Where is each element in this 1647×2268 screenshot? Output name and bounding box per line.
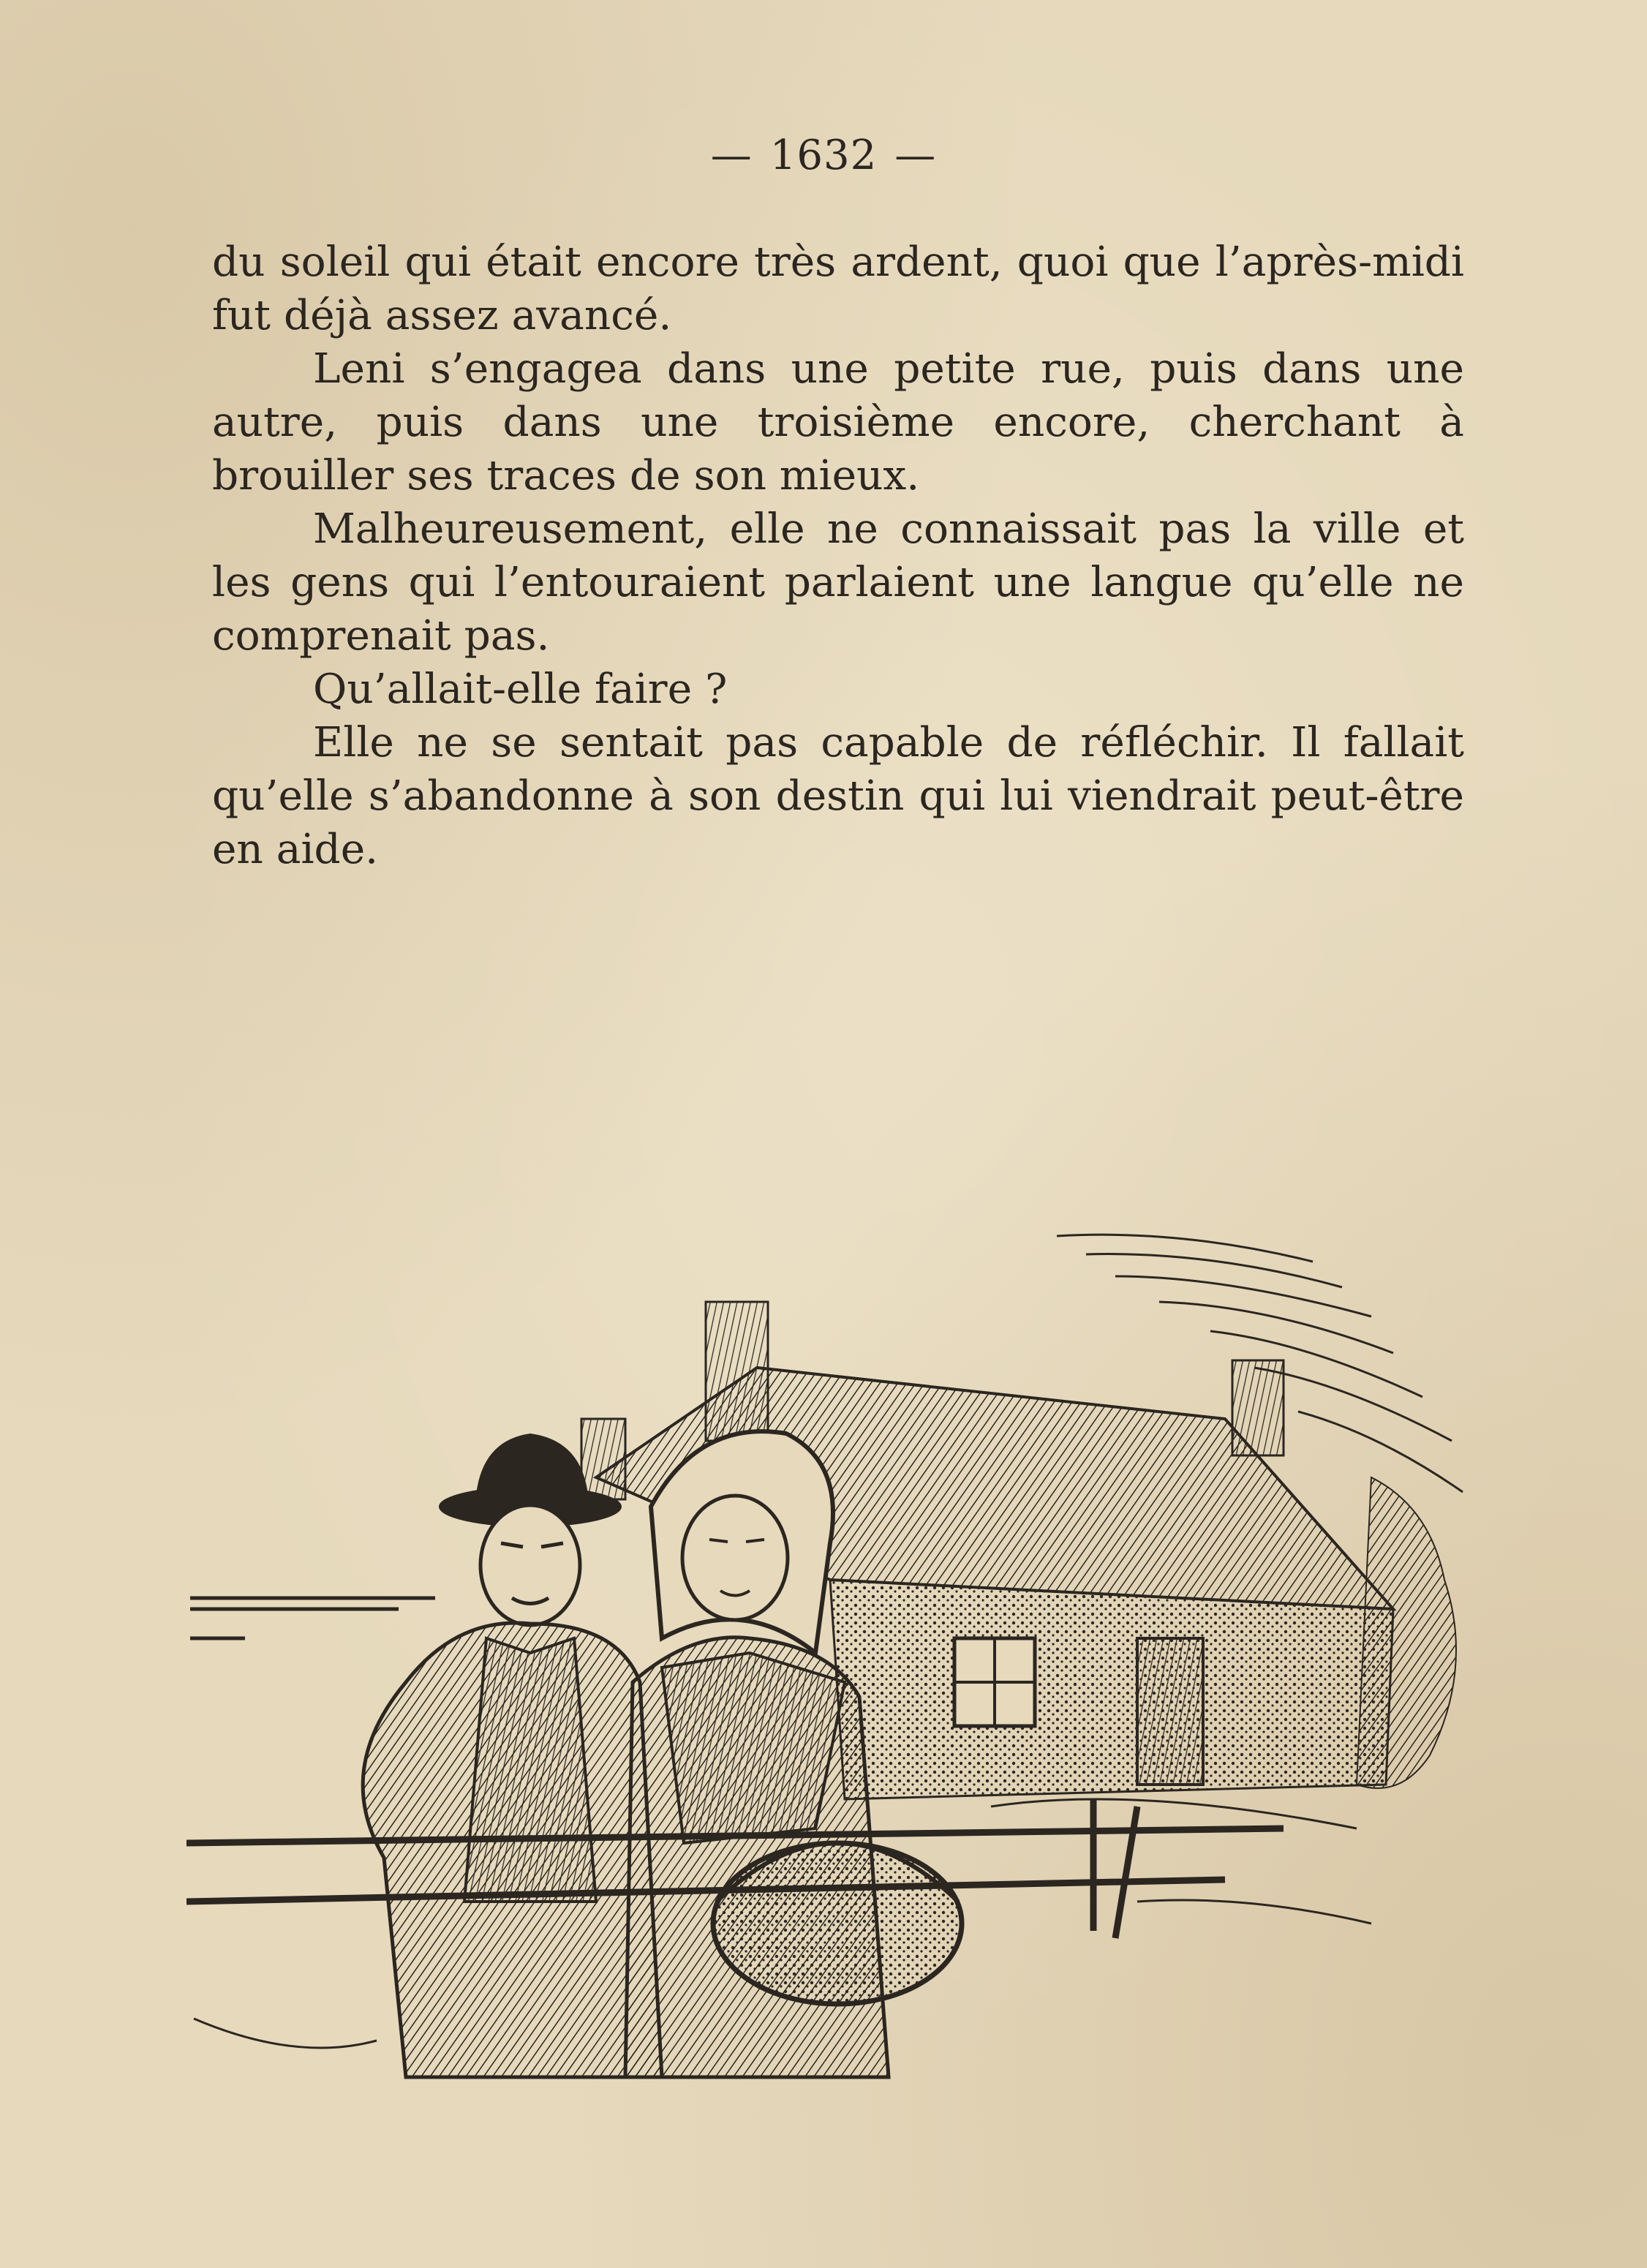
- man-hat-crown: [475, 1433, 589, 1503]
- paragraph-4: Qu’allait-elle faire ?: [313, 666, 728, 713]
- paragraph-2: Leni s’engagea dans une petite rue, puis dans une autre, puis dans une troisième encore, cherchant à brouiller ses traces de son mieux.: [212, 345, 1464, 500]
- engraving-illustration: [186, 1199, 1474, 2106]
- paragraph-3: Malheureusement, elle ne connaissait pas la ville et les gens qui l’entouraient parlaient une langue qu’elle ne comprenait pas.: [212, 505, 1464, 660]
- basket: [713, 1843, 962, 2004]
- cottage-wall: [830, 1580, 1393, 1799]
- body-text: [212, 236, 1464, 876]
- woman-shawl: [662, 1653, 845, 1843]
- page-number: 1632: [769, 132, 878, 179]
- page-header: [0, 132, 1647, 179]
- horizon-lines: [190, 1598, 435, 1638]
- paragraph-5: Elle ne se sentait pas capable de réfléchir. Il fallait qu’elle s’abandonne à son destin qui lui viendrait peut-être en aide.: [212, 719, 1464, 873]
- man-face: [480, 1505, 580, 1625]
- man-waistcoat: [464, 1638, 596, 1902]
- woman-face: [682, 1496, 788, 1620]
- paragraph-1: du soleil qui était encore très ardent, quoi que l’après-midi fut déjà assez avancé.: [212, 238, 1464, 339]
- door: [1137, 1638, 1203, 1785]
- man-figure: [363, 1433, 662, 2077]
- page-number-dash-left: —: [710, 132, 753, 179]
- foliage: [1357, 1477, 1456, 1788]
- page-number-dash-right: —: [894, 132, 937, 179]
